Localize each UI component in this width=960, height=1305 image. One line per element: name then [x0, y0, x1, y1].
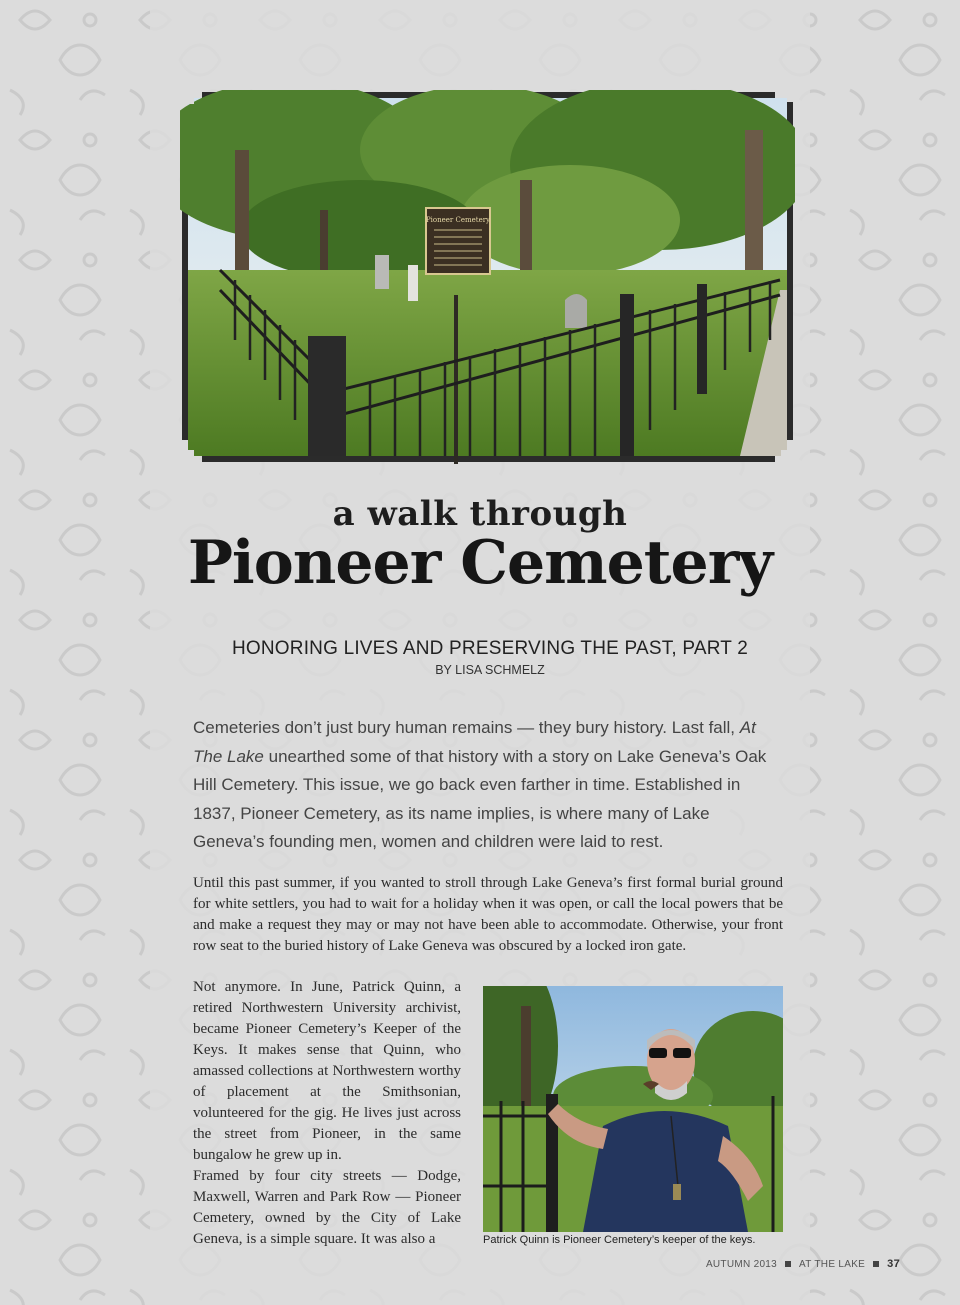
footer-season: AUTUMN 2013 [705, 1259, 778, 1270]
intro-magazine-title: At The Lake [193, 718, 756, 766]
footer-magazine: AT THE LAKE [799, 1259, 866, 1270]
page-number: 37 [887, 1258, 900, 1270]
portrait-photo [483, 986, 783, 1232]
intro-text-2: unearthed some of that history with a story on Lake Geneva’s Oak Hill Cemetery. This issue, we go back even farther in time. Established in 1837, Pioneer Cemetery, as its name implies, is where many of Lake Geneva’s founding men, women and children were laid to rest. [193, 746, 767, 851]
square-bullet-icon [785, 1261, 791, 1267]
page-footer [706, 1258, 900, 1270]
headline-kicker: a walk through [332, 494, 628, 534]
intro-paragraph [193, 714, 783, 857]
headline-title: Pioneer Cemetery [187, 528, 773, 598]
byline: BY LISA SCHMELZ [435, 663, 545, 677]
body-paragraph: Until this past summer, if you wanted to stroll through Lake Geneva’s first formal burial ground for white settlers, you had to wait for a holiday when it was open, or call the local powers that be and make a request they may or may not have been able to accommodate. Otherwise, your front row seat to the buried history of Lake Geneva was obscured by a locked iron gate. [193, 875, 783, 954]
subhead: HONORING LIVES AND PRESERVING THE PAST, PART 2 [231, 638, 748, 659]
sign-text: Pioneer Cemetery [425, 216, 491, 224]
intro-text-1: Cemeteries don’t just bury human remains — they bury history. Last fall, [193, 718, 740, 737]
body-paragraph: Framed by four city streets — Dodge, Maxwell, Warren and Park Row — Pioneer Cemetery, owned by the City of Lake Geneva, is a simple square. It was also a [193, 1168, 461, 1247]
cemetery-photo [180, 90, 795, 464]
photo-caption: Patrick Quinn is Pioneer Cemetery’s keeper of the keys. [483, 1234, 756, 1246]
body-paragraph: Not anymore. In June, Patrick Quinn, a retired Northwestern University archivist, became Pioneer Cemetery’s Keeper of the Keys. It makes sense that Quinn, who amassed collections at Northwestern worthy of placement at the Smithsonian, volunteered for the gig. He lives just across the street from Pioneer, in the same bungalow he grew up in. [193, 979, 461, 1163]
square-bullet-icon [873, 1261, 879, 1267]
